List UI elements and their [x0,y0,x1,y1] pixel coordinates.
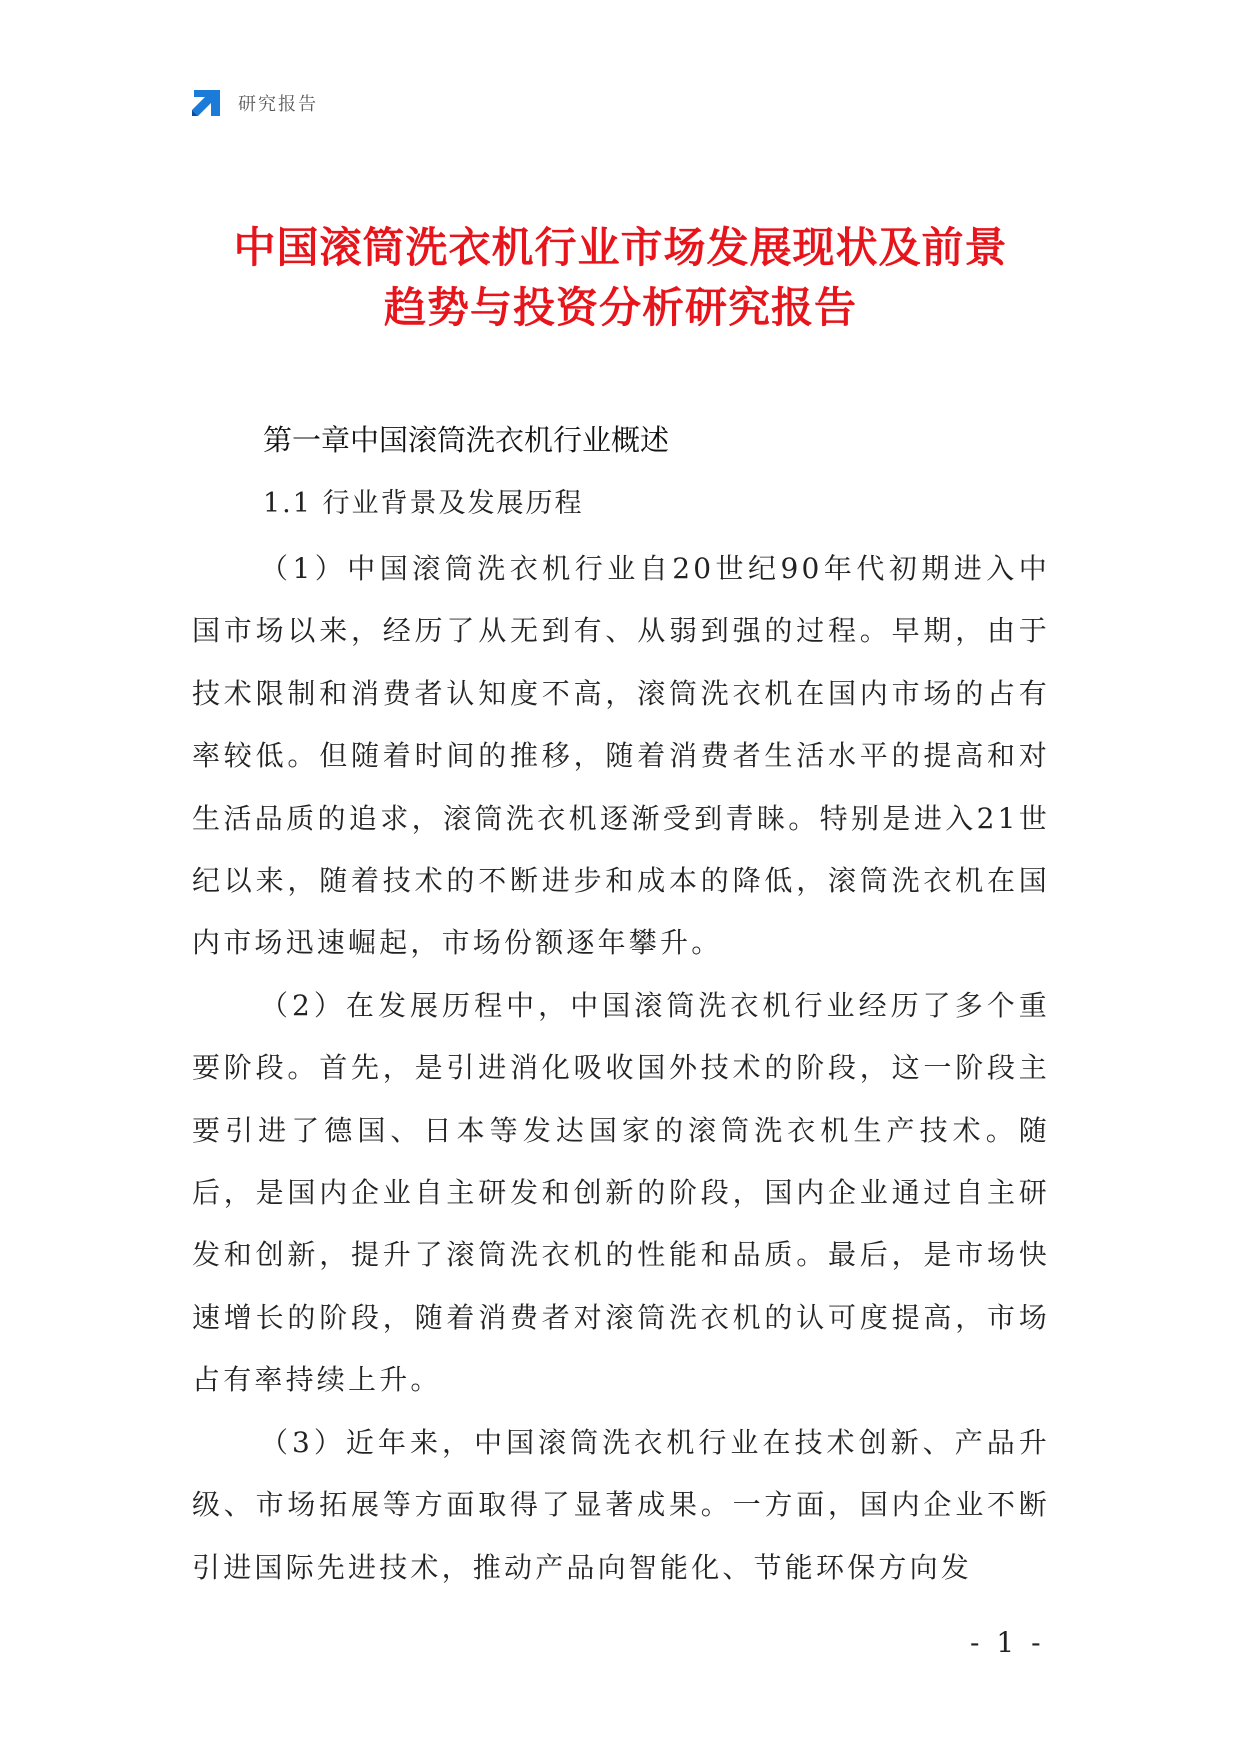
chapter-heading: 第一章中国滚筒洗衣机行业概述 [263,423,670,457]
paragraph-2: （2）在发展历程中，中国滚筒洗衣机行业经历了多个重要阶段。首先，是引进消化吸收国外技术的阶段，这一阶段主要引进了德国、日本等发达国家的滚筒洗衣机生产技术。随后，是国内企业自主研发和创新的阶段，国内企业通过自主研发和创新，提升了滚筒洗衣机的性能和品质。最后，是市场快速增长的阶段，随着消费者对滚筒洗衣机的认可度提高，市场占有率持续上升。 [192,988,1050,1397]
document-title [150,218,1091,338]
report-header [190,86,318,120]
arrow-logo-icon [190,86,224,120]
section-heading: 1.1 行业背景及发展历程 [263,488,584,519]
title-line-1: 中国滚筒洗衣机行业市场发展现状及前景 [233,223,1008,272]
header-label: 研究报告 [238,94,318,115]
paragraph-3: （3）近年来，中国滚筒洗衣机行业在技术创新、产品升级、市场拓展等方面取得了显著成果。一方面，国内企业不断引进国际先进技术，推动产品向智能化、节能环保方向发 [192,1425,1050,1584]
page-number: - 1 - [970,1626,1045,1659]
title-line-2: 趋势与投资分析研究报告 [383,283,857,332]
paragraph-1: （1）中国滚筒洗衣机行业自20世纪90年代初期进入中国市场以来，经历了从无到有、从弱到强的过程。早期，由于技术限制和消费者认知度不高，滚筒洗衣机在国内市场的占有率较低。但随着时间的推移，随着消费者生活水平的提高和对生活品质的追求，滚筒洗衣机逐渐受到青睐。特别是进入21世纪以来，随着技术的不断进步和成本的降低，滚筒洗衣机在国内市场迅速崛起，市场份额逐年攀升。 [192,552,1050,960]
body-text [192,538,1050,1599]
